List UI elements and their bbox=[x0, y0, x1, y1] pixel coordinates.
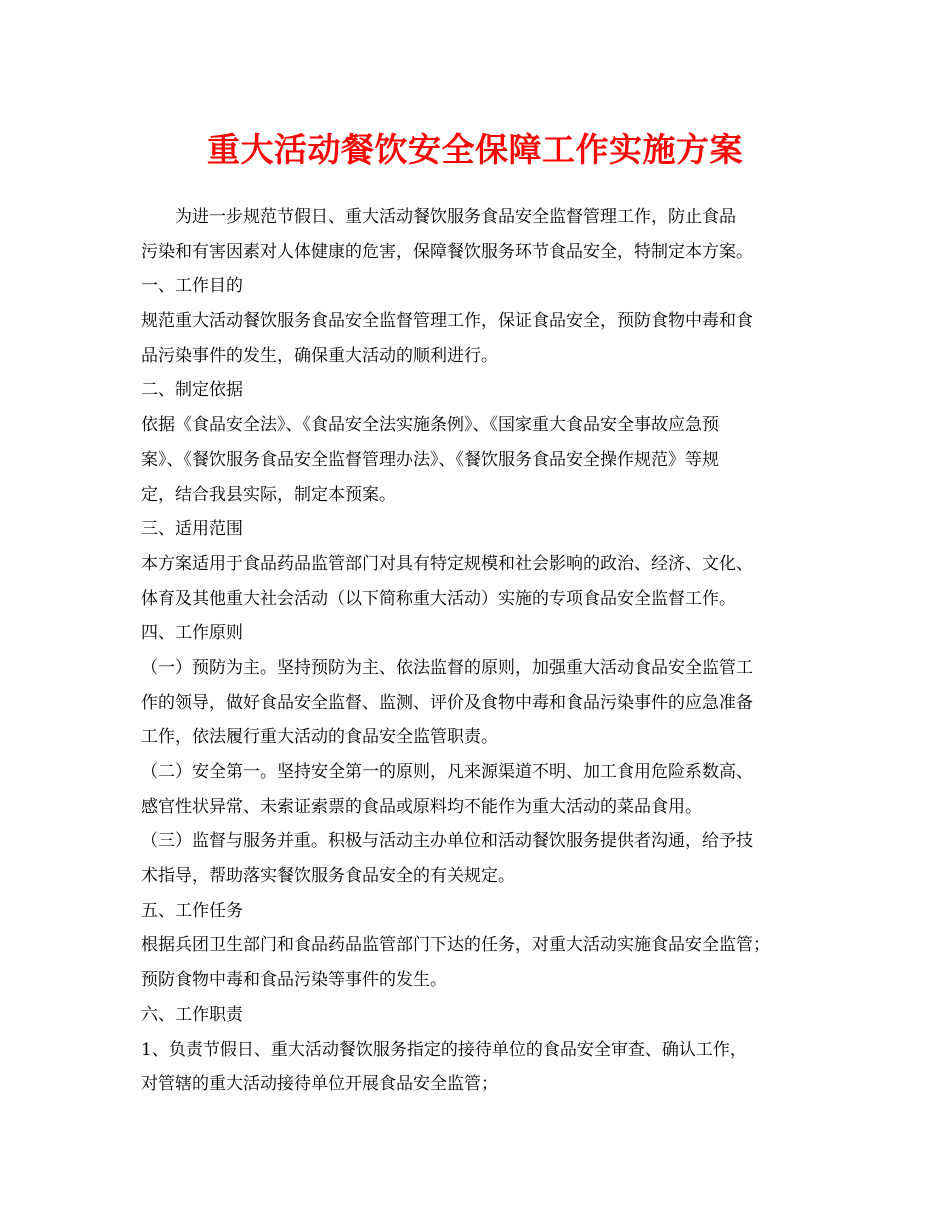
paragraph-line: 工作，依法履行重大活动的食品安全监管职责。 bbox=[141, 727, 498, 748]
section-heading: 一、工作目的 bbox=[141, 276, 243, 297]
paragraph-line: 规范重大活动餐饮服务食品安全监督管理工作，保证食品安全，预防食物中毒和食 bbox=[141, 311, 753, 332]
paragraph-line: 作的领导，做好食品安全监督、监测、评价及食物中毒和食品污染事件的应急准备 bbox=[141, 692, 753, 713]
paragraph-line: 案》、《餐饮服务食品安全监督管理办法》、《餐饮服务食品安全操作规范》等规 bbox=[141, 449, 719, 470]
section-heading: 四、工作原则 bbox=[141, 623, 243, 644]
paragraph-line: 感官性状异常、未索证索票的食品或原料均不能作为重大活动的菜品食用。 bbox=[141, 796, 702, 817]
document-body bbox=[141, 200, 823, 1102]
paragraph-line: 体育及其他重大社会活动（以下简称重大活动）实施的专项食品安全监督工作。 bbox=[141, 588, 736, 609]
paragraph-line: 对管辖的重大活动接待单位开展食品安全监管； bbox=[141, 1074, 498, 1095]
section-heading: 三、适用范围 bbox=[141, 519, 243, 540]
paragraph-line: 定，结合我县实际，制定本预案。 bbox=[141, 484, 396, 505]
paragraph-line: 预防食物中毒和食品污染等事件的发生。 bbox=[141, 970, 447, 991]
paragraph-line: 本方案适用于食品药品监管部门对具有特定规模和社会影响的政治、经济、文化、 bbox=[141, 553, 753, 574]
paragraph-line: 为进一步规范节假日、重大活动餐饮服务食品安全监督管理工作，防止食品 bbox=[175, 207, 736, 227]
paragraph-line: （二）安全第一。坚持安全第一的原则，凡来源渠道不明、加工食用危险系数高、 bbox=[141, 762, 753, 782]
paragraph-line: （三）监督与服务并重。积极与活动主办单位和活动餐饮服务提供者沟通，给予技 bbox=[141, 831, 753, 852]
paragraph-line: 1、负责节假日、重大活动餐饮服务指定的接待单位的食品安全审查、确认工作， bbox=[141, 1039, 747, 1060]
document-title: 重大活动餐饮安全保障工作实施方案 bbox=[207, 130, 743, 169]
section-heading: 二、制定依据 bbox=[141, 380, 243, 401]
paragraph-line: 根据兵团卫生部门和食品药品监管部门下达的任务，对重大活动实施食品安全监管； bbox=[141, 935, 770, 956]
section-heading: 六、工作职责 bbox=[141, 1004, 243, 1025]
paragraph-line: 污染和有害因素对人体健康的危害，保障餐饮服务环节食品安全，特制定本方案。 bbox=[141, 241, 753, 262]
paragraph-line: 术指导，帮助落实餐饮服务食品安全的有关规定。 bbox=[141, 866, 515, 887]
paragraph-line: （一）预防为主。坚持预防为主、依法监督的原则，加强重大活动食品安全监管工 bbox=[141, 657, 753, 678]
section-heading: 五、工作任务 bbox=[141, 900, 243, 921]
paragraph-line: 品污染事件的发生，确保重大活动的顺利进行。 bbox=[141, 345, 498, 366]
paragraph-line: 依据《食品安全法》、《食品安全法实施条例》、《国家重大食品安全事故应急预 bbox=[141, 415, 719, 436]
